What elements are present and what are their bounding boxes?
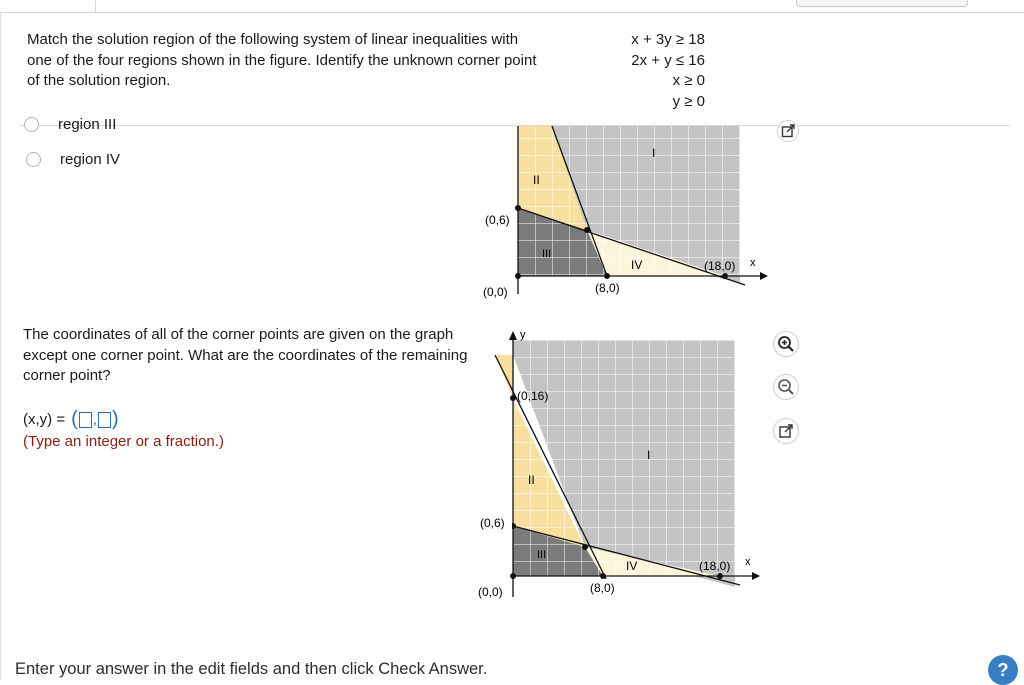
zoom-out-icon xyxy=(773,374,799,400)
prompt-text: The coordinates of all of the corner points are given on the graph except one corner point. What are the coordinates of the remaining corner point? xyxy=(23,326,468,384)
option-label-region-3: region III xyxy=(58,116,117,133)
answer-hint: (Type an integer or a fraction.) xyxy=(23,433,224,450)
answer-label: (x,y) = xyxy=(23,411,66,428)
x-axis-label: x xyxy=(750,257,756,269)
radio-region-4[interactable] xyxy=(26,152,41,167)
zoom-out-button[interactable] xyxy=(772,373,800,401)
popout-icon-2 xyxy=(773,418,799,444)
popout-button-bottom[interactable] xyxy=(772,417,800,445)
point-label-0-6-2: (0,6) xyxy=(480,516,505,530)
radio-region-3[interactable] xyxy=(24,117,39,132)
x-coordinate-input[interactable] xyxy=(79,412,92,428)
point-label-8-0-2: (8,0) xyxy=(590,581,615,595)
inequality-2: 2x + y ≤ 16 xyxy=(631,51,705,69)
top-toolbar-border xyxy=(0,12,1024,13)
region-label-IV-2: IV xyxy=(626,559,638,573)
toolbar-separator xyxy=(95,0,96,12)
point-label-8-0: (8,0) xyxy=(595,281,620,295)
help-button[interactable]: ? xyxy=(988,655,1018,685)
inequality-4: y ≥ 0 xyxy=(672,92,705,110)
zoom-in-icon xyxy=(773,331,799,357)
region-graph-bottom xyxy=(465,325,765,610)
option-label-region-4: region IV xyxy=(60,151,121,168)
region-label-III-2: III xyxy=(537,549,547,561)
inequality-3: x ≥ 0 xyxy=(672,72,705,89)
point-label-18-0: (18,0) xyxy=(704,259,736,273)
toolbar-button[interactable] xyxy=(796,0,968,7)
point-label-0-0: (0,0) xyxy=(483,285,508,299)
close-paren: ) xyxy=(111,408,119,430)
popout-button-top[interactable] xyxy=(774,117,802,145)
option-region-4[interactable] xyxy=(26,151,120,168)
left-border xyxy=(0,12,1,680)
region-label-II-2: II xyxy=(528,473,535,487)
comma: , xyxy=(92,411,97,428)
inequality-1: x + 3y ≥ 18 xyxy=(631,31,705,48)
y-axis-label-2: y xyxy=(520,329,526,341)
inequality-system xyxy=(585,30,705,112)
question-text: Match the solution region of the following system of linear inequalities with one of the four regions shown in the figure. Identify the unknown corner point of the solution region. xyxy=(27,31,537,89)
answer-row xyxy=(23,408,119,431)
y-coordinate-input[interactable] xyxy=(98,412,111,428)
instruction-footer: Enter your answer in the edit fields and then click Check Answer. xyxy=(15,660,488,678)
point-label-0-6: (0,6) xyxy=(485,213,510,227)
region-label-II: II xyxy=(533,173,540,187)
region-label-III: III xyxy=(542,248,552,260)
zoom-in-button[interactable] xyxy=(772,330,800,358)
point-label-18-0-2: (18,0) xyxy=(699,559,731,573)
x-axis-label-2: x xyxy=(745,556,751,568)
region-label-I-2: I xyxy=(647,448,651,462)
region-label-I: I xyxy=(652,146,656,160)
point-label-0-16: (0,16) xyxy=(517,389,549,403)
region-label-IV: IV xyxy=(631,258,643,272)
option-region-3-partial[interactable] xyxy=(24,116,174,136)
popout-icon xyxy=(777,120,799,142)
open-paren: ( xyxy=(71,408,78,430)
region-graph-top xyxy=(470,126,770,306)
point-label-0-0-2: (0,0) xyxy=(478,585,503,599)
